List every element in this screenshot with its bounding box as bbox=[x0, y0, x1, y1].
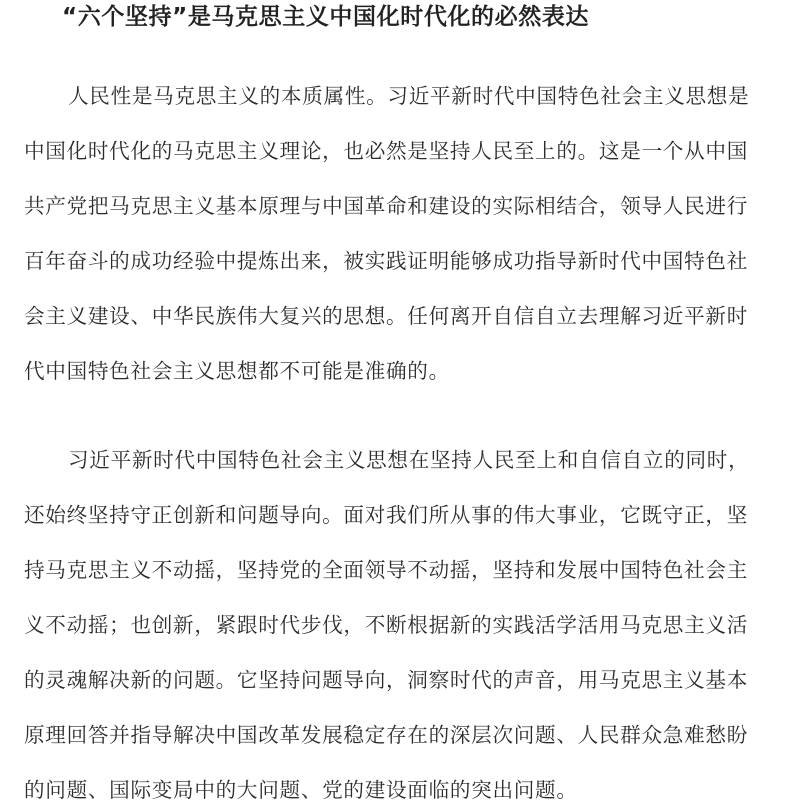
paragraph-line: 还始终坚持守正创新和问题导向。面对我们所从事的伟大事业，它既守正，坚 bbox=[24, 503, 748, 527]
paragraph-line: 人民性是马克思主义的本质属性。习近平新时代中国特色社会主义思想是 bbox=[68, 84, 750, 108]
paragraph-line: 的问题、国际变局中的大问题、党的建设面临的突出问题。 bbox=[24, 778, 578, 800]
paragraph-line: 中国化时代化的马克思主义理论，也必然是坚持人民至上的。这是一个从中国 bbox=[24, 139, 748, 163]
paragraph-line: 原理回答并指导解决中国改革发展稳定存在的深层次问题、人民群众急难愁盼 bbox=[24, 723, 748, 747]
paragraph-line: 会主义建设、中华民族伟大复兴的思想。任何离开自信自立去理解习近平新时 bbox=[24, 304, 748, 328]
paragraph-line: 百年奋斗的成功经验中提炼出来，被实践证明能够成功指导新时代中国特色社 bbox=[24, 249, 748, 273]
paragraph-1 bbox=[24, 69, 749, 399]
paragraph-line: 义不动摇；也创新，紧跟时代步伐，不断根据新的实践活学活用马克思主义活 bbox=[24, 613, 748, 637]
paragraph-line: 共产党把马克思主义基本原理与中国革命和建设的实际相结合，领导人民进行 bbox=[24, 194, 748, 218]
paragraph-line: 的灵魂解决新的问题。它坚持问题导向，洞察时代的声音，用马克思主义基本 bbox=[24, 668, 748, 692]
paragraph-2 bbox=[24, 433, 749, 800]
paragraph-line: 习近平新时代中国特色社会主义思想在坚持人民至上和自信自立的同时， bbox=[68, 448, 750, 472]
paragraph-line: 持马克思主义不动摇，坚持党的全面领导不动摇，坚持和发展中国特色社会主 bbox=[24, 558, 748, 582]
document-title: “六个坚持”是马克思主义中国化时代化的必然表达 bbox=[62, 4, 590, 30]
paragraph-line: 代中国特色社会主义思想都不可能是准确的。 bbox=[24, 359, 450, 383]
